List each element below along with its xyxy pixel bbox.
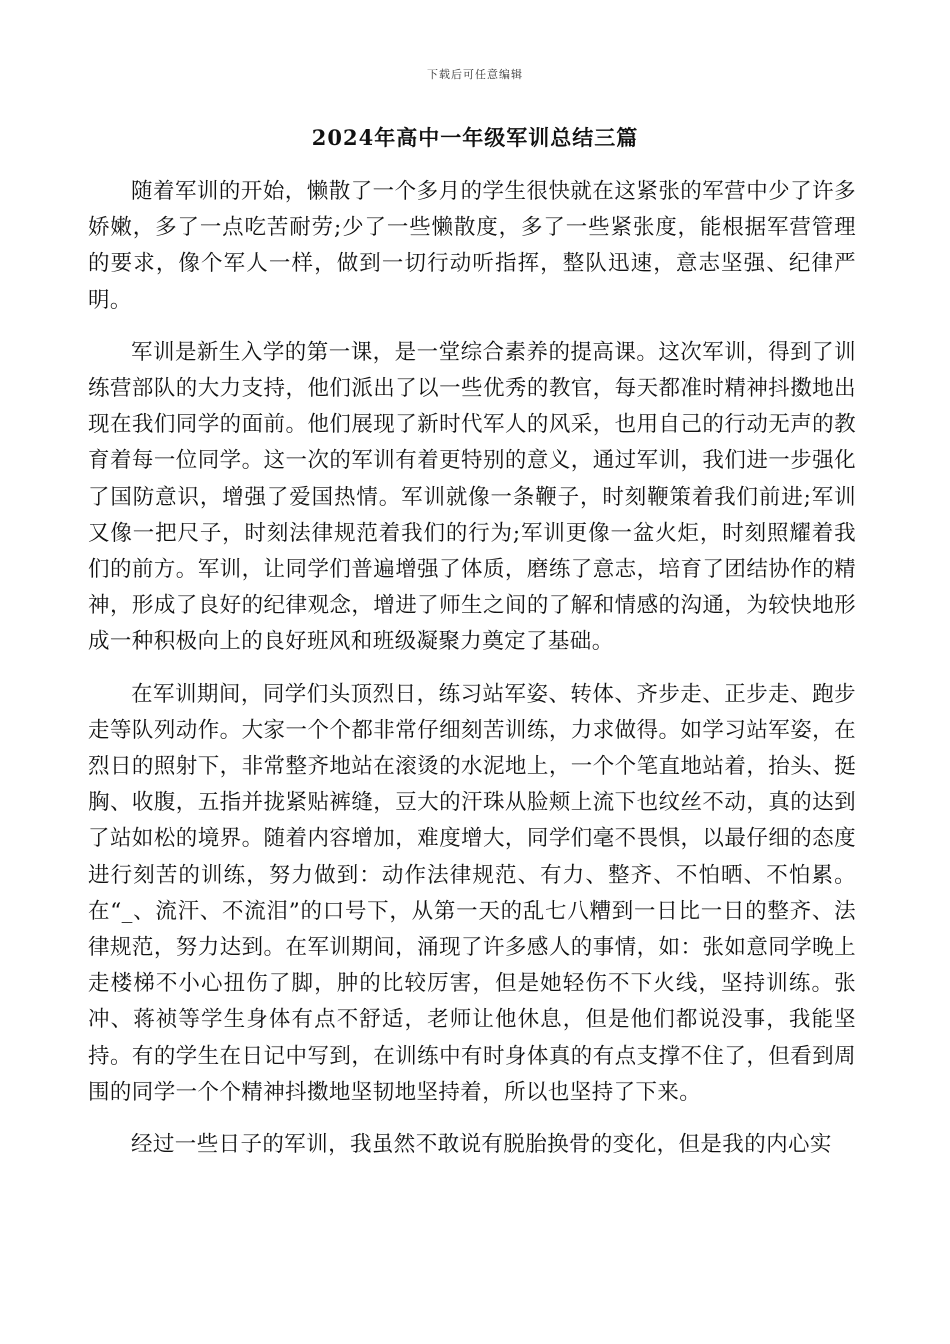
document-body bbox=[88, 174, 856, 1179]
paragraph-1: 随着军训的开始，懒散了一个多月的学生很快就在这紧张的军营中少了许多娇嫩，多了一点吃苦耐劳;少了一些懒散度，多了一些紧张度，能根据军营管理的要求，像个军人一样，做到一切行动听指挥，整队迅速，意志坚强、纪律严明。 bbox=[88, 179, 856, 313]
document-title: 2024年高中一年级军训总结三篇 bbox=[311, 125, 639, 150]
paragraph-2: 军训是新生入学的第一课，是一堂综合素养的提高课。这次军训，得到了训练营部队的大力支持，他们派出了以一些优秀的教官，每天都准时精神抖擞地出现在我们同学的面前。他们展现了新时代军人的风采，也用自己的行动无声的教育着每一位同学。这一次的军训有着更特别的意义，通过军训，我们进一步强化了国防意识，增强了爱国热情。军训就像一条鞭子，时刻鞭策着我们前进;军训又像一把尺子，时刻法律规范着我们的行为;军训更像一盆火炬，时刻照耀着我们的前方。军训，让同学们普遍增强了体质，磨练了意志，培育了团结协作的精神，形成了良好的纪律观念，增进了师生之间的了解和情感的沟通，为较快地形成一种积极向上的良好班风和班级凝聚力奠定了基础。 bbox=[88, 339, 856, 655]
paragraph-4: 经过一些日子的军训，我虽然不敢说有脱胎换骨的变化，但是我的内心实 bbox=[131, 1132, 832, 1158]
header-note: 下载后可任意编辑 bbox=[427, 68, 523, 81]
paragraph-3: 在军训期间，同学们头顶烈日，练习站军姿、转体、齐步走、正步走、跑步走等队列动作。大家一个个都非常仔细刻苦训练，力求做得。如学习站军姿，在烈日的照射下，非常整齐地站在滚烫的水泥地上，一个个笔直地站着，抬头、挺胸、收腹，五指并拢紧贴裤缝，豆大的汗珠从脸颊上流下也纹丝不动，真的达到了站如松的境界。随着内容增加，难度增大，同学们毫不畏惧，以最仔细的态度进行刻苦的训练，努力做到：动作法律规范、有力、整齐、不怕晒、不怕累。在“_、流汗、不流泪”的口号下，从第一天的乱七八糟到一日比一日的整齐、法律规范，努力达到。在军训期间，涌现了许多感人的事情，如：张如意同学晚上走楼梯不小心扭伤了脚，肿的比较厉害，但是她轻伤不下火线，坚持训练。张冲、蒋祯等学生身体有点不舒适，老师让他休息，但是他们都说没事，我能坚持。有的学生在日记中写到，在训练中有时身体真的有点支撑不住了，但看到周围的同学一个个精神抖擞地坚韧地坚持着，所以也坚持了下来。 bbox=[88, 681, 856, 1105]
